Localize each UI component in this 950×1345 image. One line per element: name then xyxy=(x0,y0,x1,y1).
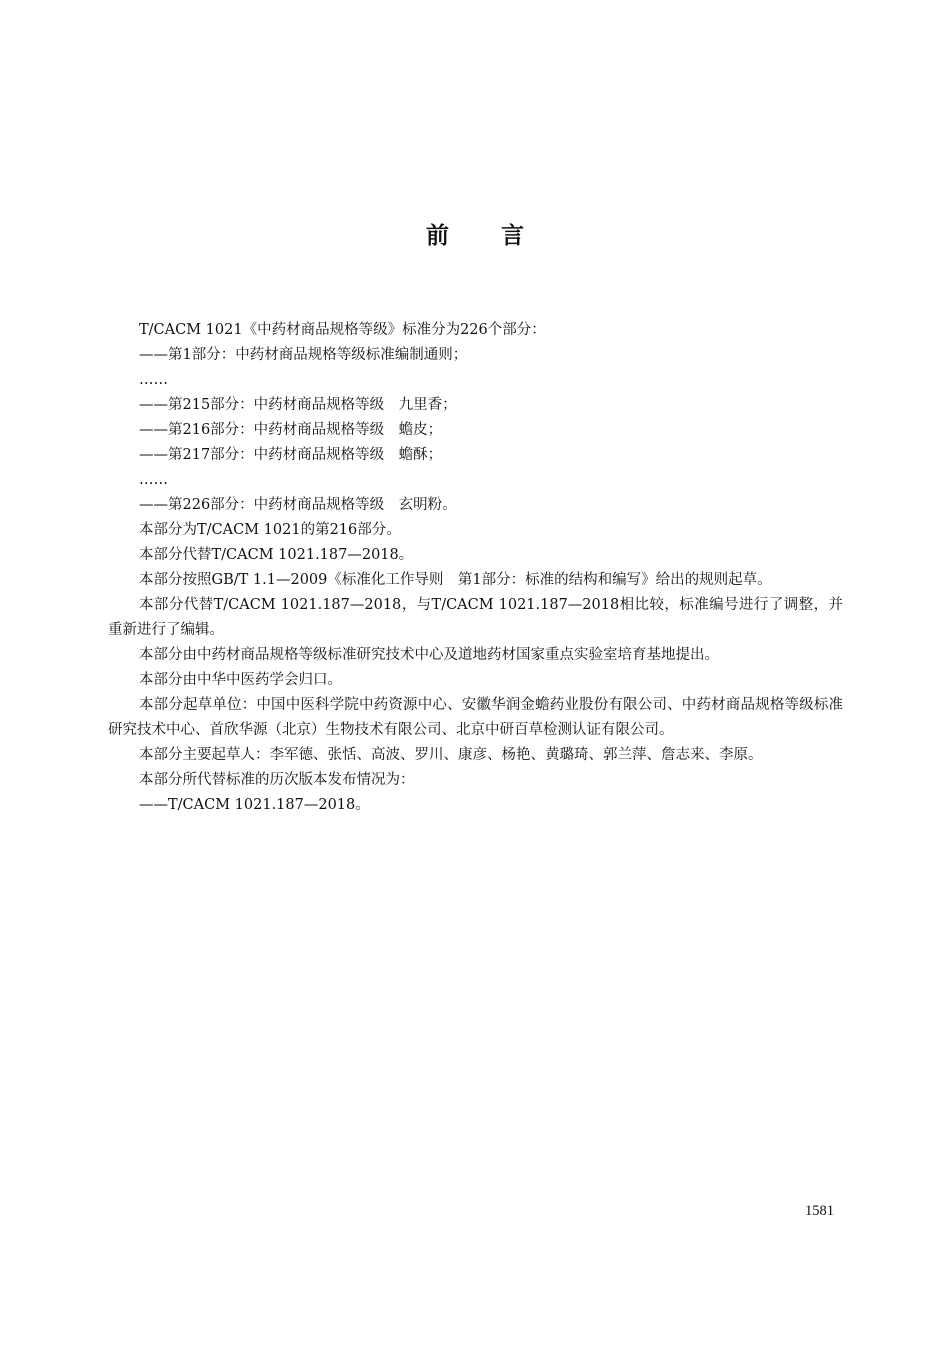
paragraph-drafting-rules: 本部分按照GB/T 1.1—2009《标准化工作导则 第1部分：标准的结构和编写》给出的规则起草。 xyxy=(139,572,772,588)
paragraph-proposed-by: 本部分由中药材商品规格等级标准研究技术中心及道地药材国家重点实验室培育基地提出。 xyxy=(139,647,719,663)
foreword-body xyxy=(108,318,843,818)
list-item-part-215: ——第215部分：中药材商品规格等级 九里香； xyxy=(139,397,457,413)
list-item-history: ——T/CACM 1021.187—2018。 xyxy=(139,797,370,813)
title-char-2: 言 xyxy=(501,223,524,249)
list-item-part-226: ——第226部分：中药材商品规格等级 玄明粉。 xyxy=(139,497,457,513)
paragraph-replaces: 本部分代替T/CACM 1021.187—2018。 xyxy=(139,547,414,563)
paragraph-managed-by: 本部分由中华中医药学会归口。 xyxy=(139,672,342,688)
page-number: 1581 xyxy=(805,1203,834,1219)
title-char-1: 前 xyxy=(426,223,449,249)
list-item-part-1: ——第1部分：中药材商品规格等级标准编制通则； xyxy=(139,347,468,363)
ellipsis-2: …… xyxy=(139,472,168,488)
paragraph-this-part: 本部分为T/CACM 1021的第216部分。 xyxy=(139,522,401,538)
list-item-part-217: ——第217部分：中药材商品规格等级 蟾酥； xyxy=(139,447,443,463)
paragraph-drafting-units: 本部分起草单位：中国中医科学院中药资源中心、安徽华润金蟾药业股份有限公司、中药材商品规格等级标准研究技术中心、首欣华源（北京）生物技术有限公司、北京中研百草检测认证有限公司。 xyxy=(108,697,843,738)
ellipsis-1: …… xyxy=(139,372,168,388)
paragraph-drafters: 本部分主要起草人：李军德、张恬、高波、罗川、康彦、杨艳、黄璐琦、郭兰萍、詹志来、李原。 xyxy=(139,747,763,763)
paragraph-history-intro: 本部分所代替标准的历次版本发布情况为： xyxy=(139,772,415,788)
page-title xyxy=(0,217,950,250)
paragraph-parts-intro: T/CACM 1021《中药材商品规格等级》标准分为226个部分： xyxy=(139,322,546,338)
paragraph-changes: 本部分代替T/CACM 1021.187—2018，与T/CACM 1021.187—2018相比较，标准编号进行了调整，并重新进行了编辑。 xyxy=(108,597,843,638)
list-item-part-216: ——第216部分：中药材商品规格等级 蟾皮； xyxy=(139,422,443,438)
